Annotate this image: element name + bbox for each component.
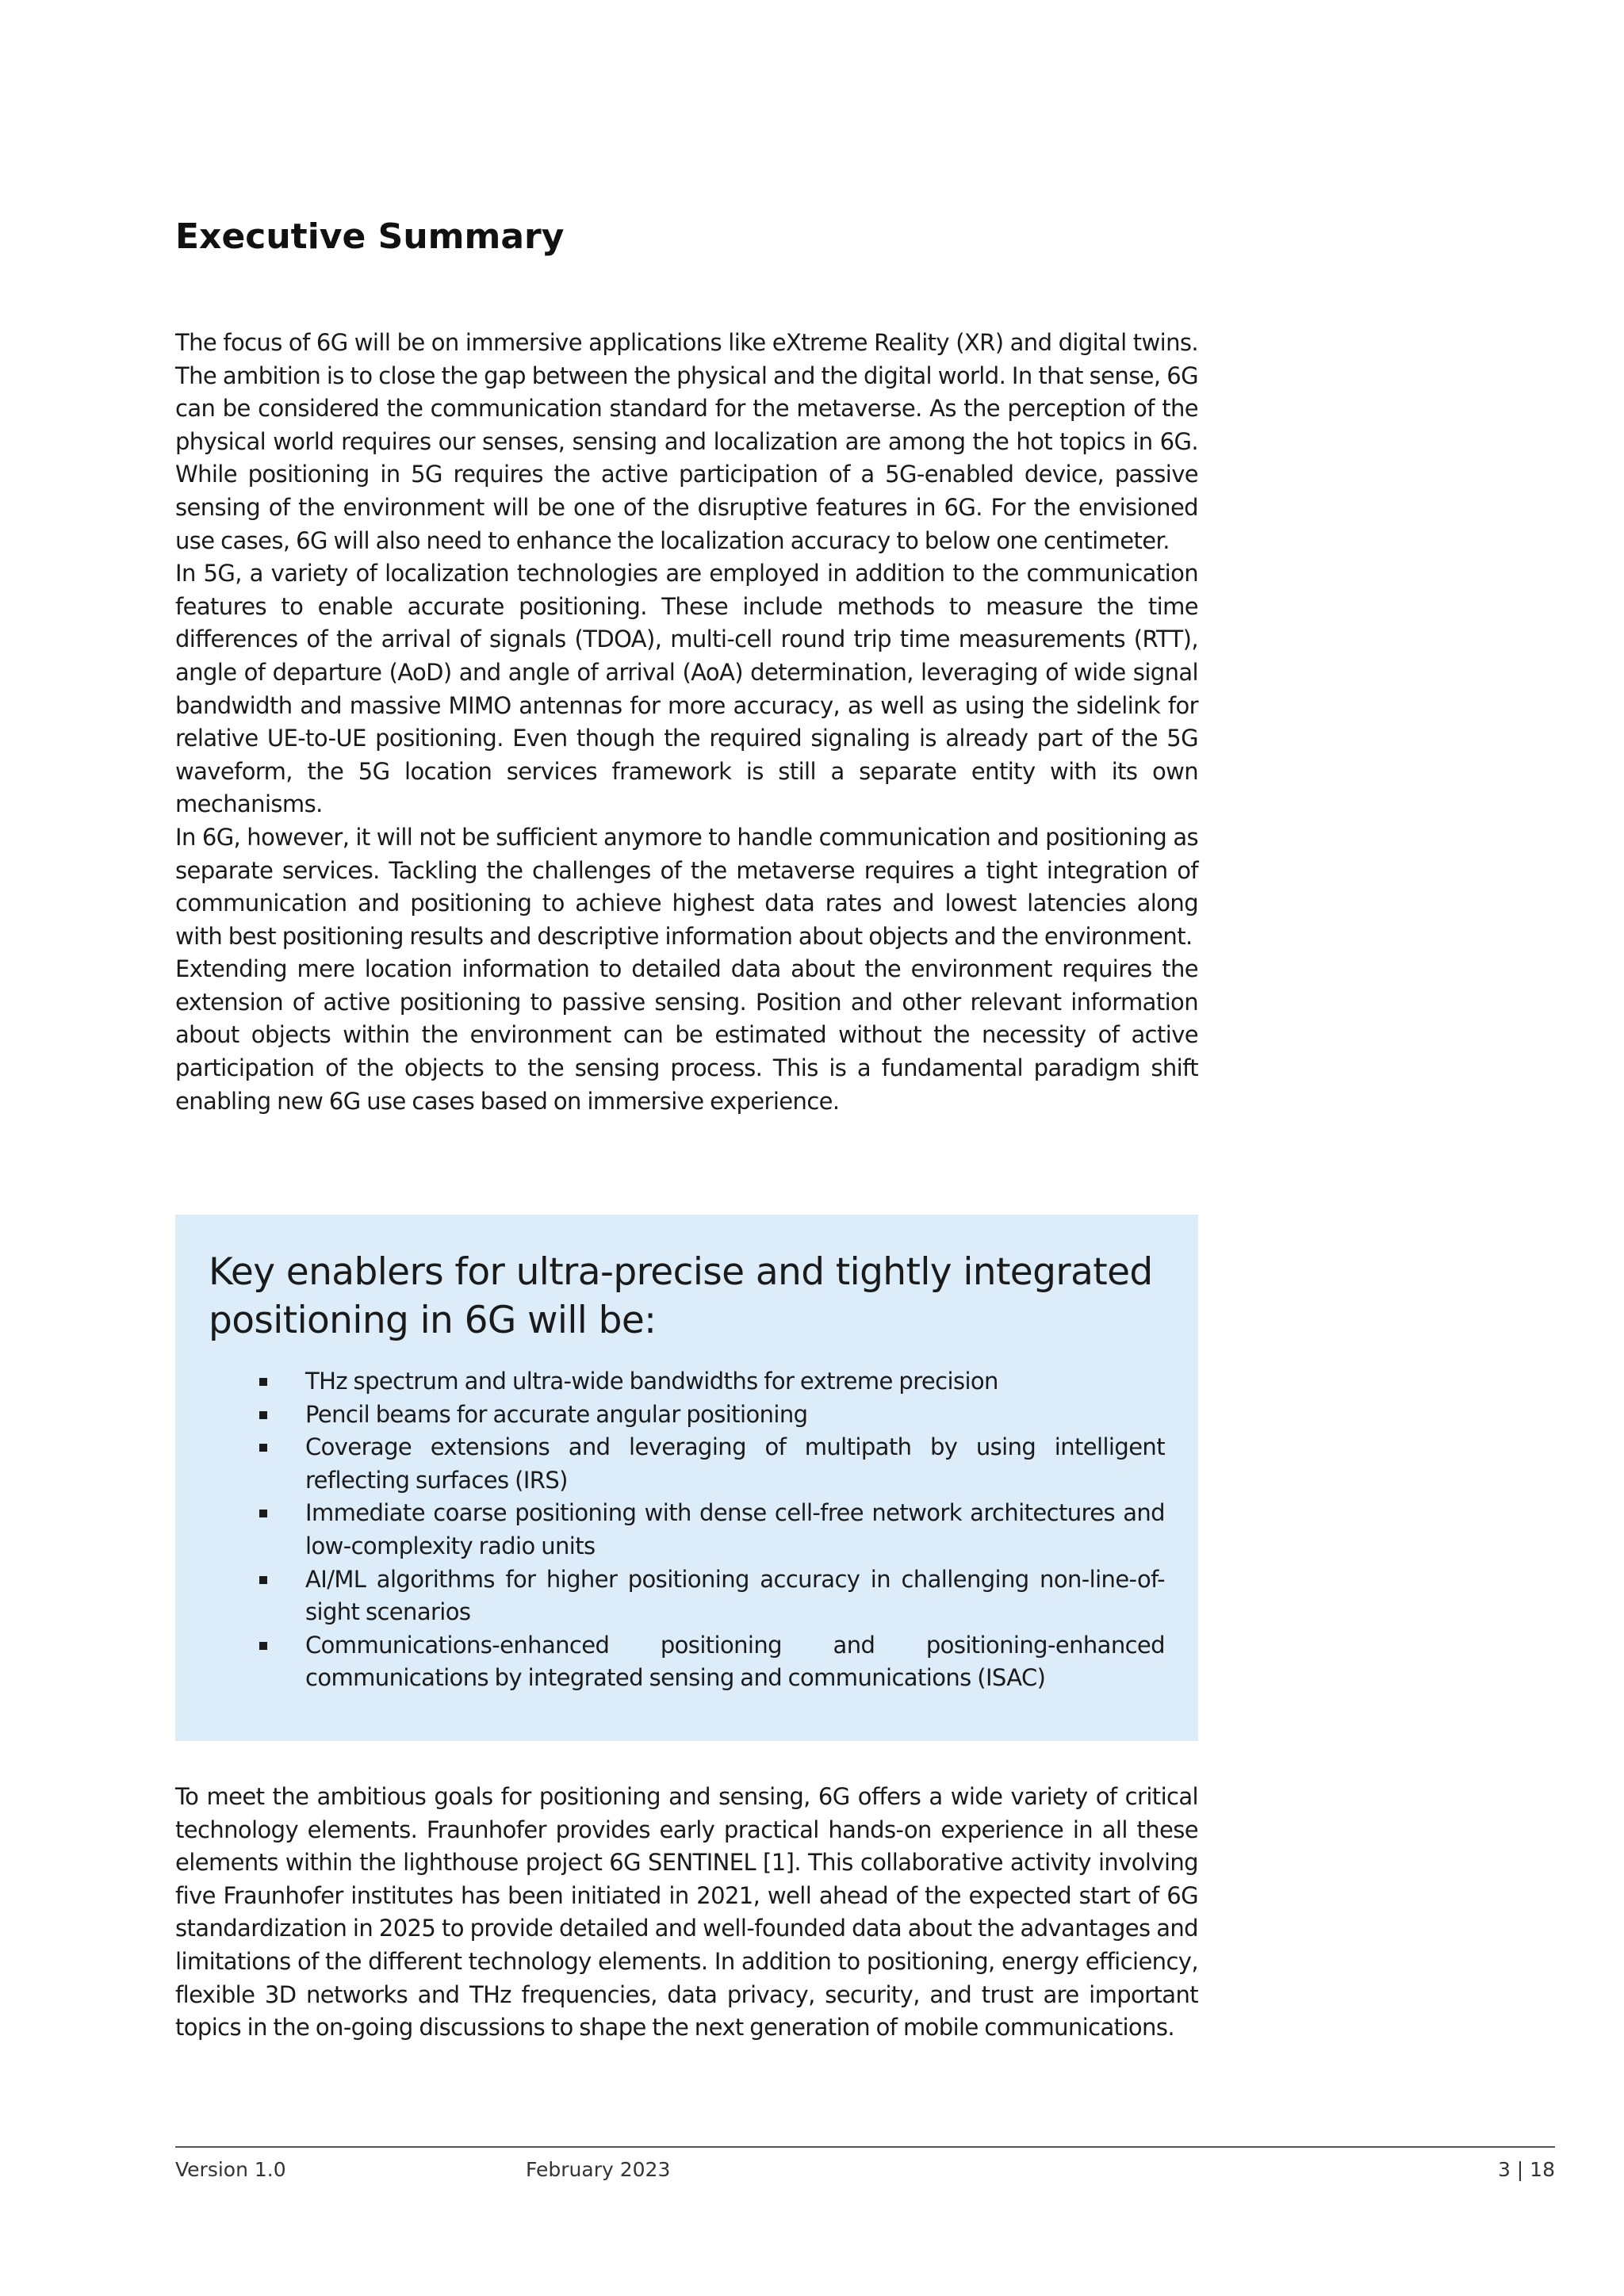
- bullet-square-icon: [259, 1642, 267, 1650]
- footer-page-number: 3 | 18: [1497, 2158, 1555, 2181]
- bullet-square-icon: [259, 1378, 267, 1386]
- key-enablers-box: [175, 1215, 1198, 1741]
- list-item-text: THz spectrum and ultra-wide bandwidths for extreme precision: [305, 1368, 998, 1395]
- key-enablers-title: Key enablers for ultra-precise and tightly integrated positioning in 6G will be:: [209, 1250, 1153, 1342]
- bullet-square-icon: [259, 1510, 267, 1517]
- bullet-square-icon: [259, 1411, 267, 1419]
- page-title: Executive Summary: [175, 216, 565, 257]
- list-item: [209, 1431, 1165, 1497]
- outro-section: [175, 1781, 1198, 2045]
- bullet-square-icon: [259, 1444, 267, 1452]
- list-item: [209, 1563, 1165, 1629]
- list-item-text: Communications-enhanced positioning and positioning-enhanced communications by integrated sensing and communications (ISAC): [305, 1631, 1165, 1692]
- key-enablers-list: [209, 1365, 1165, 1695]
- list-item-text: Pencil beams for accurate angular positioning: [305, 1400, 808, 1428]
- bullet-square-icon: [259, 1576, 267, 1584]
- list-item-text: AI/ML algorithms for higher positioning accuracy in challenging non-line-of-sight scenarios: [305, 1565, 1165, 1626]
- list-item: [209, 1399, 1165, 1432]
- footer-divider: [175, 2146, 1555, 2148]
- list-item: [209, 1629, 1165, 1695]
- footer-version: Version 1.0: [175, 2158, 286, 2181]
- list-item-text: Immediate coarse positioning with dense cell-free network architectures and low-complexity radio units: [305, 1499, 1165, 1559]
- intro-paragraph-1: The focus of 6G will be on immersive applications like eXtreme Reality (XR) and digital twins. The ambition is to close the gap between the physical and the digital world. In that sense, 6G can be considered the communication standard for the metaverse. As the perception of the physical world requires our senses, sensing and localization are among the hot topics in 6G. While positioning in 5G requires the active participation of a 5G-enabled device, passive sensing of the environment will be one of the disruptive features in 6G. For the envisioned use cases, 6G will also need to enhance the localization accuracy to below one centimeter.: [175, 329, 1198, 554]
- intro-paragraph-4: Extending mere location information to detailed data about the environment requires the extension of active positioning to passive sensing. Position and other relevant information about objects within the environment can be estimated without the necessity of active participation of the objects to the sensing process. This is a fundamental paradigm shift enabling new 6G use cases based on immersive experience.: [175, 955, 1198, 1115]
- intro-paragraph-2: In 5G, a variety of localization technologies are employed in addition to the communication features to enable accurate positioning. These include methods to measure the time differences of the arrival of signals (TDOA), multi-cell round trip time measurements (RTT), angle of departure (AoD) and angle of arrival (AoA) determination, leveraging of wide signal bandwidth and massive MIMO antennas for more accuracy, as well as using the sidelink for relative UE-to-UE positioning. Even though the required signaling is already part of the 5G waveform, the 5G location services framework is still a separate entity with its own mechanisms.: [175, 560, 1198, 818]
- intro-paragraph-3: In 6G, however, it will not be sufficient anymore to handle communication and positioning as separate services. Tackling the challenges of the metaverse requires a tight integration of communication and positioning to achieve highest data rates and lowest latencies along with best positioning results and descriptive information about objects and the environment.: [175, 823, 1198, 950]
- intro-section: [175, 327, 1198, 1118]
- list-item: [209, 1365, 1165, 1399]
- outro-paragraph: To meet the ambitious goals for positioning and sensing, 6G offers a wide variety of critical technology elements. Fraunhofer provides early practical hands-on experience in all these elements within the lighthouse project 6G SENTINEL [1]. This collaborative activity involving five Fraunhofer institutes has been initiated in 2021, well ahead of the expected start of 6G standardization in 2025 to provide detailed and well-founded data about the advantages and limitations of the different technology elements. In addition to positioning, energy efficiency, flexible 3D networks and THz frequencies, data privacy, security, and trust are important topics in the on-going discussions to shape the next generation of mobile communications.: [175, 1783, 1198, 2042]
- list-item-text: Coverage extensions and leveraging of multipath by using intelligent reflecting surfaces (IRS): [305, 1433, 1165, 1494]
- list-item: [209, 1497, 1165, 1563]
- footer-date: February 2023: [526, 2158, 671, 2181]
